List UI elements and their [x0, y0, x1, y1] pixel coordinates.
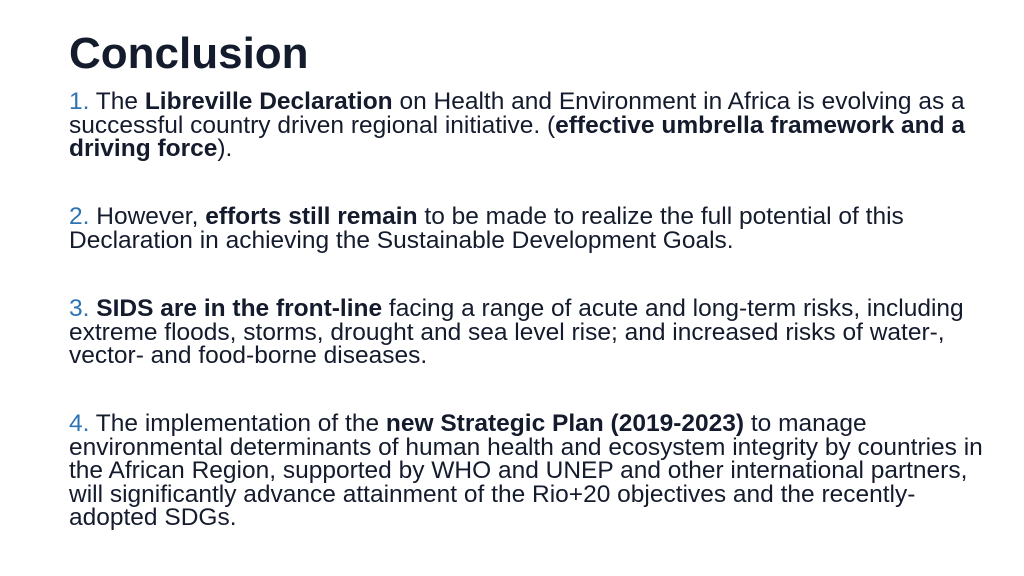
point-emphasis: new Strategic Plan (2019-2023)	[385, 410, 745, 437]
point-text: on Health and Environment in Africa is evolving as a successful country driven regional initiative. (	[69, 88, 965, 139]
point-emphasis: SIDS are in the front-line	[96, 295, 383, 322]
point-emphasis: Libreville Declaration	[144, 88, 393, 115]
point-text: ).	[217, 135, 233, 162]
point-text: However,	[89, 203, 206, 230]
point-emphasis: efforts still remain	[205, 203, 418, 230]
point-number: 4.	[69, 410, 90, 437]
conclusion-point-1	[69, 90, 989, 161]
point-number: 1.	[69, 88, 90, 115]
conclusion-point-4	[69, 412, 989, 530]
slide-title: Conclusion	[69, 29, 309, 78]
point-text: The	[89, 88, 145, 115]
conclusion-point-3	[69, 297, 989, 368]
point-emphasis: effective umbrella framework and a driving force	[69, 111, 965, 162]
point-number: 2.	[69, 203, 90, 230]
point-text: The implementation of the	[89, 410, 386, 437]
conclusion-point-2	[69, 205, 989, 252]
point-number: 3.	[69, 295, 90, 322]
point-text: to manage environmental determinants of human health and ecosystem integrity by countries in the African Region, supported by WHO and UNEP and other international partners, will significantly advance attainment of the Rio+20 objectives and the recently-adopted SDGs.	[69, 410, 983, 531]
point-text: facing a range of acute and long-term risks, including extreme floods, storms, drought and sea level rise; and increased risks of water-, vector- and food-borne diseases.	[69, 295, 964, 369]
point-text: to be made to realize the full potential of this Declaration in achieving the Sustainable Development Goals.	[69, 203, 904, 254]
